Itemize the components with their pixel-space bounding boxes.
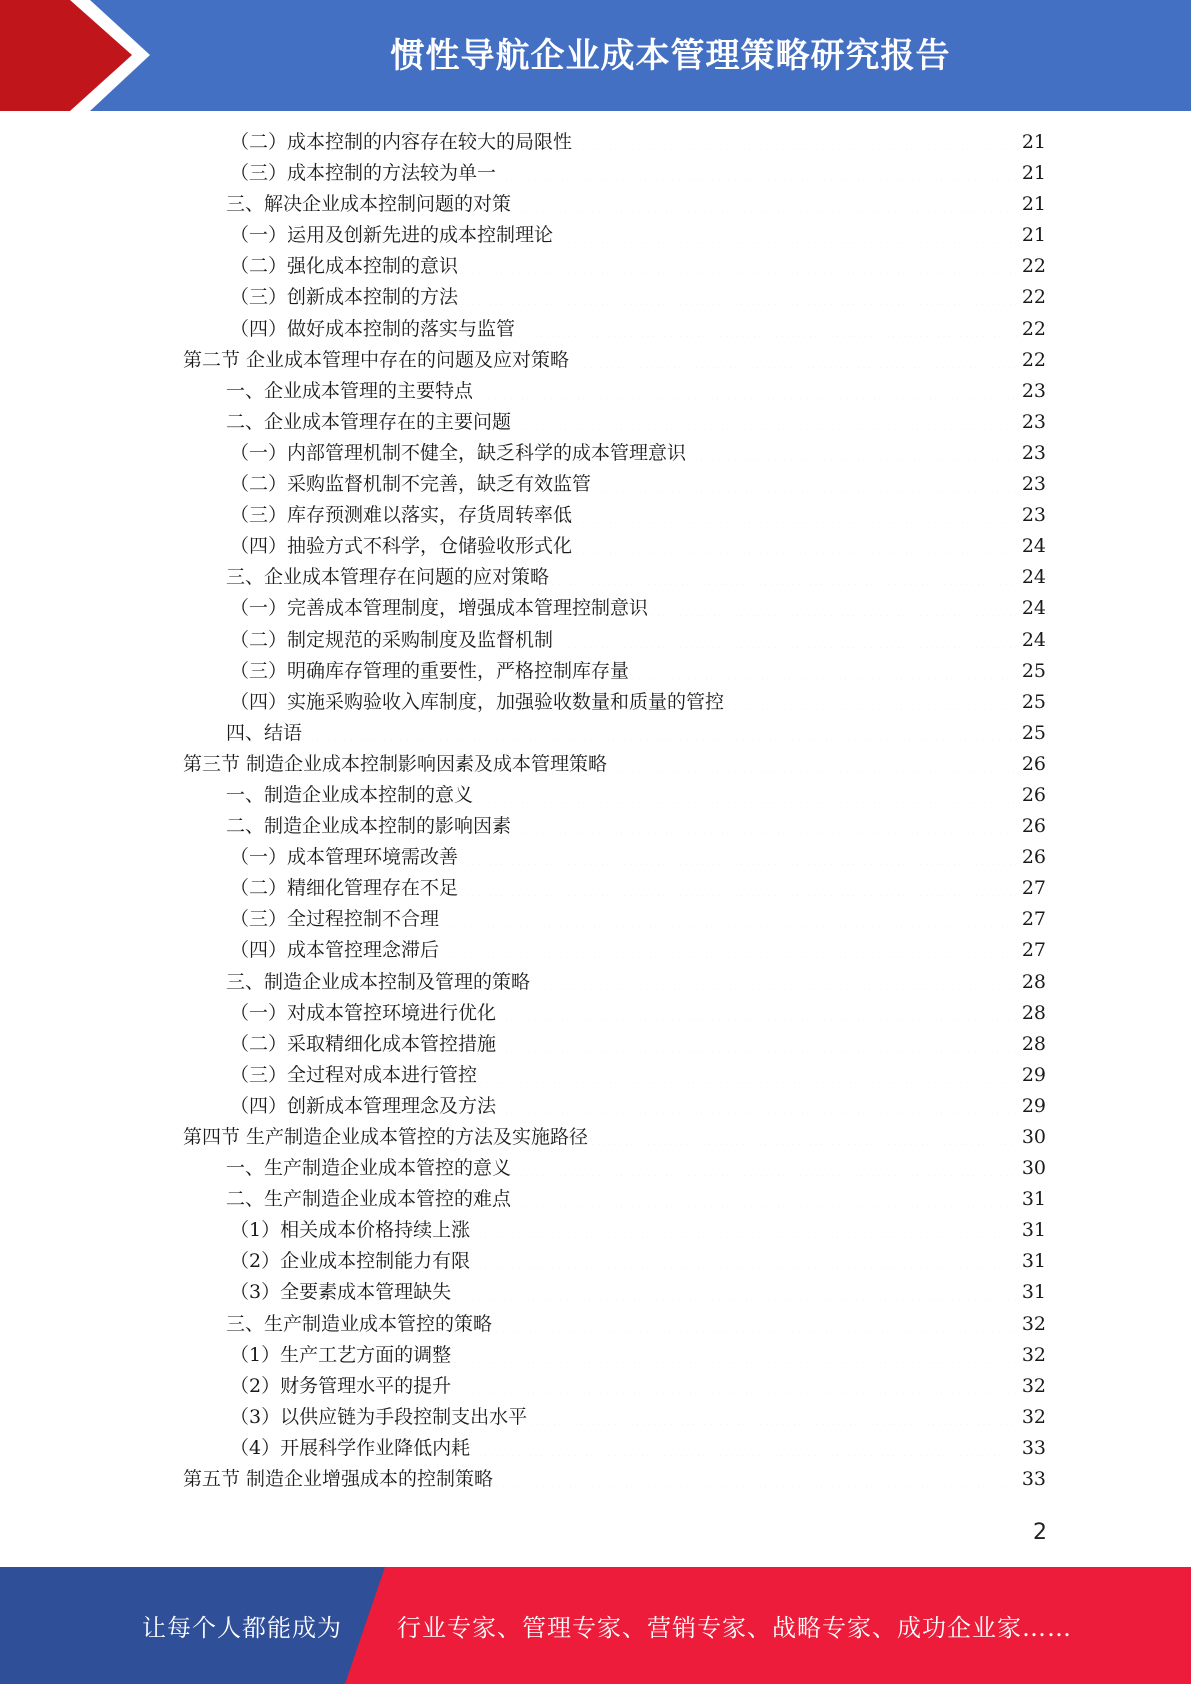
- toc-dot-leader: [498, 1002, 1020, 1021]
- toc-entry-title: （二）采取精细化成本管控措施: [230, 1032, 497, 1055]
- toc-entry[interactable]: [183, 749, 1046, 780]
- toc-dot-leader: [304, 722, 1020, 741]
- page-header: [0, 0, 1191, 111]
- toc-entry[interactable]: [183, 1153, 1046, 1184]
- toc-dot-leader: [441, 939, 1020, 958]
- toc-entry[interactable]: [183, 469, 1046, 500]
- toc-entry-page: 26: [1021, 783, 1046, 806]
- page-number: 2: [1033, 1520, 1047, 1545]
- toc-dot-leader: [574, 504, 1020, 523]
- toc-entry-title: 三、生产制造业成本管控的策略: [226, 1312, 493, 1335]
- toc-entry-page: 30: [1021, 1126, 1046, 1148]
- toc-dot-leader: [532, 971, 1020, 990]
- toc-entry-title: （三）明确库存管理的重要性，严格控制库存量: [230, 659, 630, 682]
- toc-entry-page: 31: [1021, 1281, 1046, 1304]
- toc-entry[interactable]: [183, 1091, 1046, 1122]
- toc-entry[interactable]: [183, 1060, 1046, 1091]
- toc-entry[interactable]: [183, 811, 1046, 842]
- toc-entry-title: 第三节 制造企业成本控制影响因素及成本管理策略: [183, 752, 608, 775]
- toc-dot-leader: [574, 131, 1020, 150]
- toc-entry[interactable]: [183, 220, 1046, 251]
- toc-dot-leader: [513, 193, 1020, 212]
- toc-dot-leader: [453, 1281, 1020, 1300]
- toc-dot-leader: [441, 908, 1020, 927]
- toc-entry-title: 第五节 制造企业增强成本的控制策略: [183, 1468, 494, 1491]
- toc-entry-title: （一）内部管理机制不健全，缺乏科学的成本管理意识: [230, 441, 687, 464]
- toc-entry[interactable]: [183, 780, 1046, 811]
- toc-entry[interactable]: [183, 935, 1046, 966]
- toc-entry-title: （二）制定规范的采购制度及监督机制: [230, 628, 554, 651]
- toc-entry-title: （四）做好成本控制的落实与监管: [230, 317, 516, 340]
- toc-dot-leader: [479, 1064, 1020, 1083]
- toc-dot-leader: [590, 1126, 1020, 1145]
- toc-entry-title: （四）实施采购验收入库制度，加强验收数量和质量的管控: [230, 690, 725, 713]
- toc-entry-title: （2）财务管理水平的提升: [230, 1374, 452, 1397]
- toc-entry[interactable]: [183, 314, 1046, 345]
- toc-dot-leader: [555, 629, 1020, 648]
- toc-dot-leader: [498, 162, 1020, 181]
- toc-dot-leader: [574, 535, 1020, 554]
- toc-entry-page: 25: [1021, 690, 1046, 713]
- toc-entry[interactable]: [183, 500, 1046, 531]
- toc-entry-page: 21: [1021, 224, 1046, 247]
- document-title: 惯性导航企业成本管理策略研究报告: [390, 36, 951, 76]
- toc-dot-leader: [726, 691, 1020, 710]
- toc-entry-page: 24: [1021, 566, 1046, 589]
- toc-dot-leader: [460, 286, 1020, 305]
- toc-entry-page: 23: [1021, 410, 1046, 433]
- toc-entry[interactable]: [183, 562, 1046, 593]
- toc-dot-leader: [475, 784, 1020, 803]
- toc-entry-title: （3）以供应链为手段控制支出水平: [230, 1405, 528, 1428]
- toc-entry[interactable]: [183, 873, 1046, 904]
- toc-entry-title: （3）全要素成本管理缺失: [230, 1281, 452, 1304]
- toc-entry-title: （三）成本控制的方法较为单一: [230, 162, 497, 185]
- toc-entry-page: 24: [1021, 628, 1046, 651]
- toc-entry[interactable]: [183, 376, 1046, 407]
- toc-dot-leader: [472, 1250, 1020, 1269]
- toc-entry[interactable]: [183, 718, 1046, 749]
- toc-entry[interactable]: [183, 1215, 1046, 1246]
- toc-entry-title: （一）完善成本管理制度，增强成本管理控制意识: [230, 597, 649, 620]
- toc-entry-title: （2）企业成本控制能力有限: [230, 1250, 471, 1273]
- toc-entry-page: 27: [1021, 908, 1046, 931]
- toc-dot-leader: [472, 1437, 1020, 1456]
- toc-entry-title: 一、制造企业成本控制的意义: [226, 783, 474, 806]
- toc-dot-leader: [498, 1033, 1020, 1052]
- toc-entry[interactable]: [183, 282, 1046, 313]
- toc-dot-leader: [460, 255, 1020, 274]
- toc-dot-leader: [571, 349, 1020, 368]
- toc-entry-page: 21: [1021, 162, 1046, 185]
- toc-entry-page: 22: [1021, 317, 1046, 340]
- toc-entry-title: （三）库存预测难以落实，存货周转率低: [230, 504, 573, 527]
- toc-entry-title: （一）成本管理环境需改善: [230, 846, 459, 869]
- toc-entry-page: 27: [1021, 939, 1046, 962]
- toc-entry-page: 23: [1021, 441, 1046, 464]
- toc-entry[interactable]: [183, 904, 1046, 935]
- toc-entry[interactable]: [183, 625, 1046, 656]
- toc-dot-leader: [495, 1468, 1020, 1487]
- toc-dot-leader: [551, 566, 1020, 585]
- toc-entry[interactable]: [183, 251, 1046, 282]
- toc-entry-title: （二）强化成本控制的意识: [230, 255, 459, 278]
- toc-entry-page: 29: [1021, 1094, 1046, 1117]
- toc-entry-page: 25: [1021, 721, 1046, 744]
- toc-entry[interactable]: [183, 438, 1046, 469]
- toc-dot-leader: [513, 815, 1020, 834]
- toc-entry-page: 26: [1021, 815, 1046, 838]
- toc-entry-title: 第二节 企业成本管理中存在的问题及应对策略: [183, 348, 570, 371]
- toc-dot-leader: [513, 411, 1020, 430]
- toc-entry-title: 四、结语: [226, 721, 303, 744]
- toc-entry-title: 二、企业成本管理存在的主要问题: [226, 410, 512, 433]
- toc-entry-page: 31: [1021, 1188, 1046, 1211]
- toc-dot-leader: [513, 1157, 1020, 1176]
- toc-entry-title: （三）创新成本控制的方法: [230, 286, 459, 309]
- toc-entry[interactable]: [183, 593, 1046, 624]
- toc-entry[interactable]: [183, 1029, 1046, 1060]
- toc-entry-page: 32: [1021, 1312, 1046, 1335]
- toc-dot-leader: [494, 1313, 1020, 1332]
- toc-entry[interactable]: [183, 687, 1046, 718]
- toc-entry-page: 21: [1021, 193, 1046, 216]
- toc-entry-title: （一）运用及创新先进的成本控制理论: [230, 224, 554, 247]
- toc-entry-title: （三）全过程控制不合理: [230, 908, 440, 931]
- toc-entry-page: 23: [1021, 504, 1046, 527]
- toc-entry-page: 27: [1021, 877, 1046, 900]
- table-of-contents: [183, 127, 1046, 1495]
- toc-entry-page: 23: [1021, 473, 1046, 496]
- toc-entry-page: 25: [1021, 659, 1046, 682]
- toc-entry[interactable]: [183, 1184, 1046, 1215]
- footer-slogan-right: 行业专家、管理专家、营销专家、战略专家、成功企业家……: [397, 1614, 1072, 1642]
- toc-entry-title: 第四节 生产制造企业成本管控的方法及实施路径: [183, 1126, 589, 1148]
- toc-entry-title: （二）成本控制的内容存在较大的局限性: [230, 131, 573, 153]
- toc-entry-page: 29: [1021, 1063, 1046, 1086]
- toc-entry[interactable]: [183, 189, 1046, 220]
- toc-entry-title: 一、生产制造企业成本管控的意义: [226, 1157, 512, 1180]
- toc-entry-title: （四）创新成本管理理念及方法: [230, 1094, 497, 1117]
- toc-entry[interactable]: [183, 531, 1046, 562]
- toc-entry-title: （一）对成本管控环境进行优化: [230, 1001, 497, 1024]
- toc-dot-leader: [453, 1375, 1020, 1394]
- toc-entry-page: 33: [1021, 1468, 1046, 1491]
- toc-entry[interactable]: [183, 1246, 1046, 1277]
- toc-entry[interactable]: [183, 1309, 1046, 1340]
- toc-dot-leader: [609, 753, 1020, 772]
- toc-entry-page: 30: [1021, 1157, 1046, 1180]
- toc-dot-leader: [453, 1344, 1020, 1363]
- toc-entry-title: 二、制造企业成本控制的影响因素: [226, 815, 512, 838]
- toc-entry-page: 32: [1021, 1343, 1046, 1366]
- toc-entry-page: 22: [1021, 286, 1046, 309]
- page-footer: [0, 1567, 1191, 1684]
- toc-entry-title: （二）采购监督机制不完善，缺乏有效监管: [230, 473, 592, 496]
- toc-entry-page: 26: [1021, 846, 1046, 869]
- toc-entry-title: （四）抽验方式不科学，仓储验收形式化: [230, 535, 573, 558]
- toc-entry-page: 32: [1021, 1405, 1046, 1428]
- toc-entry[interactable]: [183, 345, 1046, 376]
- toc-entry-title: 二、生产制造企业成本管控的难点: [226, 1188, 512, 1211]
- toc-entry[interactable]: [183, 842, 1046, 873]
- toc-entry-title: （三）全过程对成本进行管控: [230, 1063, 478, 1086]
- toc-entry[interactable]: [183, 1277, 1046, 1308]
- toc-entry-title: 三、制造企业成本控制及管理的策略: [226, 970, 531, 993]
- toc-entry-title: （四）成本管控理念滞后: [230, 939, 440, 962]
- toc-entry[interactable]: [183, 1371, 1046, 1402]
- toc-dot-leader: [498, 1095, 1020, 1114]
- toc-entry-page: 28: [1021, 970, 1046, 993]
- toc-dot-leader: [593, 473, 1020, 492]
- toc-entry-page: 32: [1021, 1374, 1046, 1397]
- toc-entry[interactable]: [183, 998, 1046, 1029]
- toc-dot-leader: [513, 1188, 1020, 1207]
- toc-dot-leader: [460, 846, 1020, 865]
- toc-entry-title: 三、企业成本管理存在问题的应对策略: [226, 566, 550, 589]
- toc-dot-leader: [475, 380, 1020, 399]
- toc-dot-leader: [460, 877, 1020, 896]
- toc-entry[interactable]: [183, 1340, 1046, 1371]
- toc-dot-leader: [517, 318, 1020, 337]
- toc-entry-page: 23: [1021, 379, 1046, 402]
- toc-entry-page: 24: [1021, 597, 1046, 620]
- toc-entry[interactable]: [183, 1464, 1046, 1495]
- toc-entry[interactable]: [183, 1433, 1046, 1464]
- toc-entry-page: 28: [1021, 1032, 1046, 1055]
- toc-entry-page: 22: [1021, 348, 1046, 371]
- toc-entry-title: 三、解决企业成本控制问题的对策: [226, 193, 512, 216]
- toc-dot-leader: [555, 224, 1020, 243]
- toc-dot-leader: [688, 442, 1020, 461]
- toc-entry-title: 一、企业成本管理的主要特点: [226, 379, 474, 402]
- toc-dot-leader: [631, 660, 1020, 679]
- toc-entry[interactable]: [183, 1122, 1046, 1153]
- toc-entry[interactable]: [183, 158, 1046, 189]
- toc-entry[interactable]: [183, 1402, 1046, 1433]
- toc-entry-page: 31: [1021, 1219, 1046, 1242]
- toc-entry[interactable]: [183, 967, 1046, 998]
- toc-entry-page: 33: [1021, 1436, 1046, 1459]
- toc-entry-page: 21: [1021, 131, 1046, 153]
- toc-entry-page: 22: [1021, 255, 1046, 278]
- toc-entry-page: 28: [1021, 1001, 1046, 1024]
- toc-entry[interactable]: [183, 127, 1046, 158]
- toc-entry-title: （1）相关成本价格持续上涨: [230, 1219, 471, 1242]
- toc-dot-leader: [472, 1219, 1020, 1238]
- footer-slogan-left: 让每个人都能成为: [142, 1614, 342, 1642]
- toc-dot-leader: [650, 597, 1020, 616]
- toc-entry-page: 24: [1021, 535, 1046, 558]
- toc-dot-leader: [529, 1406, 1020, 1425]
- toc-entry-page: 26: [1021, 752, 1046, 775]
- toc-entry-title: （二）精细化管理存在不足: [230, 877, 459, 900]
- toc-entry-title: （4）开展科学作业降低内耗: [230, 1436, 471, 1459]
- toc-entry-title: （1）生产工艺方面的调整: [230, 1343, 452, 1366]
- toc-entry-page: 31: [1021, 1250, 1046, 1273]
- toc-entry[interactable]: [183, 407, 1046, 438]
- toc-entry[interactable]: [183, 656, 1046, 687]
